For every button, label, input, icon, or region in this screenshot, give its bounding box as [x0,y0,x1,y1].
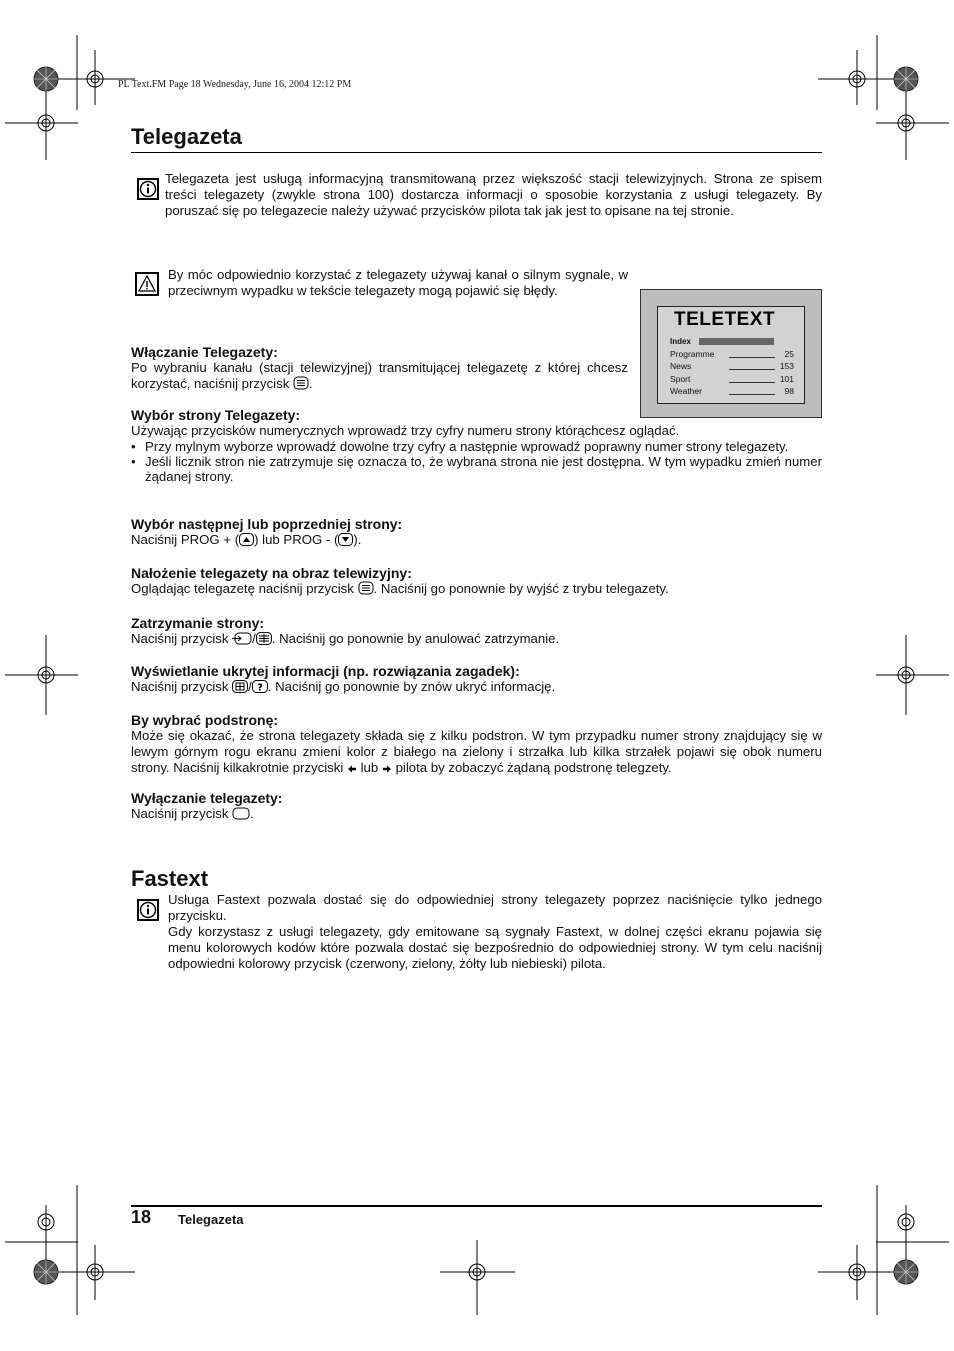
heading-subpage: By wybrać podstronę: [131,712,279,728]
hold-icon [256,632,272,645]
text-hold-b: . Naciśnij go ponownie by anulować zatrzymanie. [271,631,560,646]
text-nextprev-c: ). [353,532,362,547]
teletext-row-name: News [670,361,692,371]
arrow-left-icon [347,764,357,774]
teletext-button-icon [293,376,309,390]
text-overlay-a: Oglądając telegazetę naciśnij przycisk [131,581,354,596]
warning-icon [135,272,159,296]
fastext-title: Fastext [131,866,209,891]
heading-select: Wybór strony Telegazety: [131,407,301,423]
teletext-row-page: 98 [784,386,794,396]
svg-text:?: ? [256,682,263,693]
prog-plus-icon [239,533,254,546]
teletext-row-name: Weather [670,386,702,396]
text-subpage-b: lub [360,760,379,775]
section-on [131,344,628,392]
info-icon [137,899,159,921]
footer-rule [131,1205,822,1207]
section-reveal [131,663,822,695]
teletext-row [670,374,794,385]
text-subpage-c: pilota by zobaczyć żądaną podstronę telegzety. [395,760,672,775]
file-header: PL Text.FM Page 18 Wednesday, June 16, 2004 12:12 PM [118,79,352,90]
teletext-panel [657,306,805,404]
text-on-a: Po wybraniu kanału (stacji telewizyjnej) transmitującej telegazetę z której chcesz korzystać, naciśnij przycisk [131,360,628,391]
warning-text: By móc odpowiednio korzystać z telegazety używaj kanał o silnym sygnale, w przeciwnym wypadku w tekście telegazety mogą pojawić się błędy. [168,267,628,298]
text-reveal-a: Naciśnij przycisk [131,679,229,694]
teletext-row [670,361,794,372]
footer-label: Telegazeta [178,1212,244,1227]
select-bullets [131,439,822,484]
text-overlay [131,581,822,597]
arrow-right-icon [382,764,392,774]
text-subpage [131,728,822,776]
teletext-row [670,386,794,397]
text-nextprev-b: ) lub PROG - ( [254,532,339,547]
text-reveal-sep: / [248,679,252,694]
teletext-screen [640,289,822,418]
text-subpage-a: Może się okazać, że strona telegazety składa się z kilku podstron. W tym przypadku numer strony znajdujący się w lewym górnym rogu ekranu zmieni kolor z białego na zielony i strzałka lub kilka strzałek pojawi się obok numeru strony. Naciśnij kilkakrotnie przyciski [131,728,822,775]
teletext-row-page: 153 [779,361,794,371]
heading-reveal: Wyświetlanie ukrytej informacji (np. rozwiązania zagadek): [131,663,520,679]
tv-button-icon [232,807,250,820]
reveal-icon [252,680,268,693]
text-nextprev-a: Naciśnij PROG + ( [131,532,240,547]
section-subpage [131,712,822,776]
text-hold-a: Naciśnij przycisk [131,631,229,646]
fastext-body [168,892,822,972]
page-number: 18 [131,1207,152,1227]
text-off [131,806,822,822]
text-hold-sep: / [252,631,256,646]
text-on [131,360,628,392]
teletext-index-label: Index [670,337,691,346]
intro-text: Telegazeta jest usługą informacyjną transmitowaną przez większość stacji telewizyjnych. Strona ze spisem treści telegazety (zwykle strona 100) dostarcza informacji o sposobie korzystania z usługi telegazety. By poruszać się po telegazecie należy używać przycisków pilota tak jak jest to opisane na tej stronie. [165,171,822,218]
text-off-b: . [250,806,254,821]
teletext-row-name: Programme [670,349,715,359]
heading-off: Wyłączanie telegazety: [131,790,283,806]
teletext-row [670,349,794,360]
text-reveal [131,679,822,695]
teletext-title: TELETEXT [674,309,776,330]
text-on-b: . [308,376,313,391]
section-select [131,407,822,484]
text-reveal-b: . Naciśnij go ponownie by znów ukryć informację. [267,679,556,694]
section-off [131,790,822,822]
prog-minus-icon [338,533,353,546]
teletext-row-name: Sport [670,374,691,384]
teletext-index-bar [699,338,774,345]
section-overlay [131,565,822,597]
title-rule [131,152,822,153]
list-item: • Jeśli licznik stron nie zatrzymuje się oznacza to, że wybrana strona nie jest dostępna. W tym wypadku zmień numer żądanej strony. [131,454,822,484]
reveal-icon [232,680,248,693]
heading-nextprev: Wybór następnej lub poprzedniej strony: [131,516,403,532]
hold-icon [232,632,252,645]
list-item: • Przy mylnym wyborze wprowadź dowolne trzy cyfry a następnie wprowadź poprawny numer strony telegazety. [131,439,822,454]
teletext-button-icon [358,581,374,595]
text-off-a: Naciśnij przycisk [131,806,229,821]
heading-hold: Zatrzymanie strony: [131,615,265,631]
section-nextprev [131,516,822,548]
teletext-row-page: 101 [779,374,794,384]
info-icon [137,178,159,200]
page-title: Telegazeta [131,124,242,149]
text-hold [131,631,822,647]
section-hold [131,615,822,647]
fastext-para2: Gdy korzystasz z usługi telegazety, gdy emitowane są sygnały Fastext, w dolnej części ekranu pojawia się menu kolorowych kodów które pozwala dostać się bezpośrednio do odpowiedniej strony. W tym celu naciśnij odpowiedni kolorowy przycisk (czerwony, zielony, żółty lub niebieski) pilota. [168,924,822,971]
text-nextprev [131,532,822,548]
text-select: Używając przycisków numerycznych wprowadź trzy cyfry numeru strony którąchcesz oglądać. [131,423,680,438]
heading-on: Włączanie Telegazety: [131,344,278,360]
heading-overlay: Nałożenie telegazety na obraz telewizyjny: [131,565,412,581]
teletext-row-page: 25 [784,349,794,359]
fastext-para1: Usługa Fastext pozwala dostać się do odpowiedniej strony telegazety poprzez naciśnięcie tylko jednego przycisku. [168,892,822,923]
text-overlay-b: . Naciśnij go ponownie by wyjść z trybu telegazety. [373,581,669,596]
